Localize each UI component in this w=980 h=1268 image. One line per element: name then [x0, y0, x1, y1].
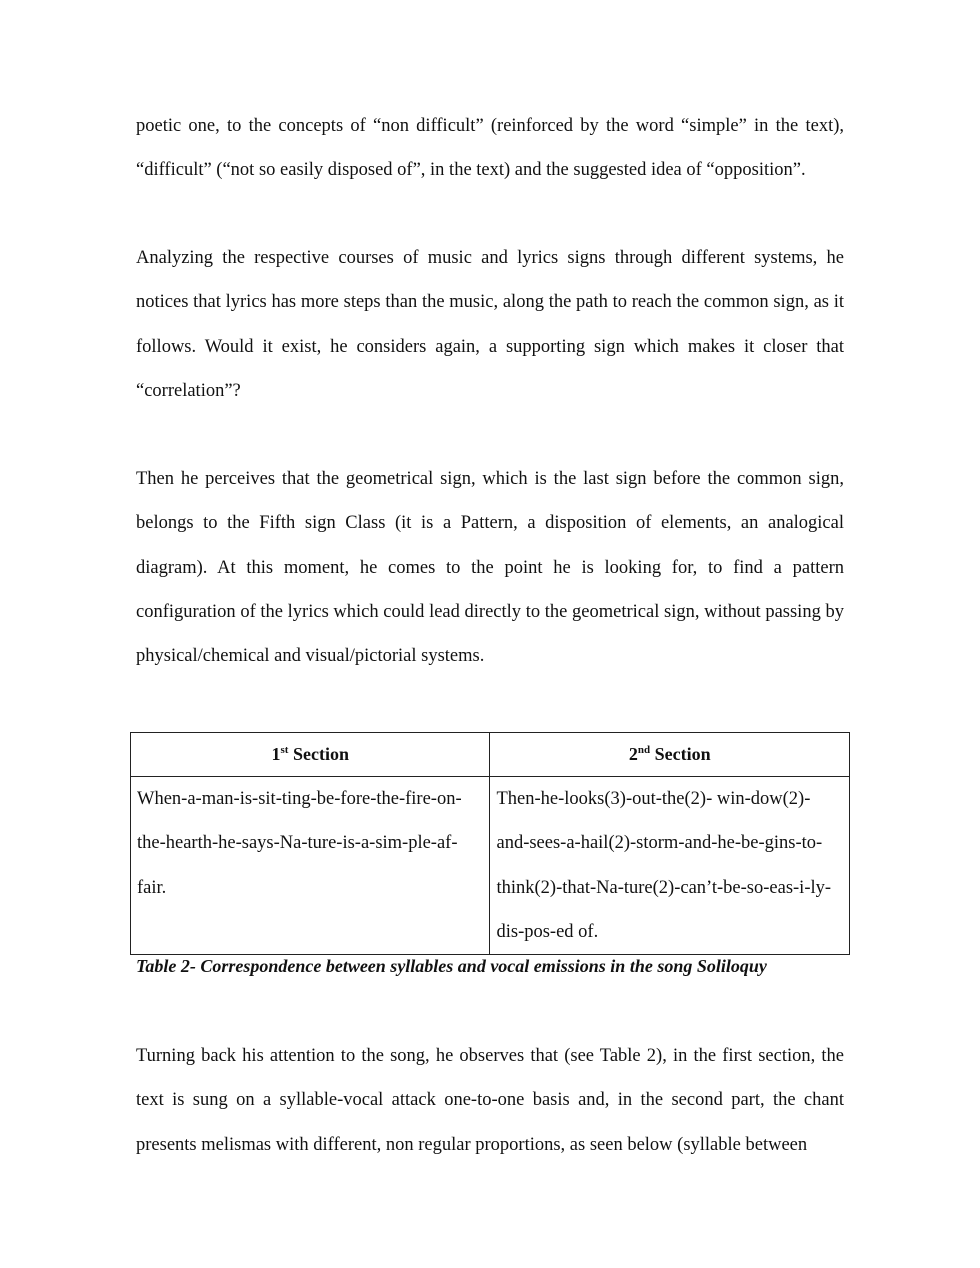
table-cell-first-section: When-a-man-is-sit-ting-be-fore-the-fire-on-the-hearth-he-says-Na-ture-is-a-sim-ple-af-fair.	[131, 777, 490, 955]
header-ordinal: nd	[637, 744, 651, 756]
paragraph-3: Then he perceives that the geometrical sign, which is the last sign before the common sign, belongs to the Fifth sign Class (it is a Pattern, a disposition of elements, an analogical diagram). At this moment, he comes to the point he is looking for, to find a pattern configuration of the lyrics which could lead directly to the geometrical sign, without passing by physical/chemical and visual/pictorial systems.	[136, 469, 844, 667]
paragraph-4: Turning back his attention to the song, he observes that (see Table 2), in the first section, the text is sung on a syllable-vocal attack one-to-one basis and, in the second part, the chant presents melismas with different, non regular proportions, as seen below (syllable between	[136, 1046, 844, 1155]
table-header-second-section	[490, 733, 850, 777]
table-caption: Table 2- Correspondence between syllables and vocal emissions in the song Soliloquy	[136, 956, 767, 976]
table-header-row	[131, 733, 850, 777]
paragraph-1: poetic one, to the concepts of “non difficult” (reinforced by the word “simple” in the text), “difficult” (“not so easily disposed of”, in the text) and the suggested idea of “opposition”.	[136, 116, 844, 181]
table-row	[131, 777, 850, 955]
header-ordinal: st	[280, 744, 289, 756]
table-cell-second-section: Then-he-looks(3)-out-the(2)- win-dow(2)-and-sees-a-hail(2)-storm-and-he-be-gins-to-think(2)-that-Na-ture(2)-can’t-be-so-eas-i-ly-dis-pos-ed of.	[490, 777, 850, 955]
paragraph-2: Analyzing the respective courses of music and lyrics signs through different systems, he notices that lyrics has more steps than the music, along the path to reach the common sign, as it follows. Would it exist, he considers again, a supporting sign which makes it closer that “correlation”?	[136, 248, 844, 401]
header-label: Section	[650, 744, 711, 764]
syllable-table	[130, 732, 850, 955]
header-number: 2	[628, 744, 638, 764]
table-header-first-section	[131, 733, 490, 777]
header-label: Section	[288, 744, 349, 764]
header-number: 1	[271, 744, 281, 764]
